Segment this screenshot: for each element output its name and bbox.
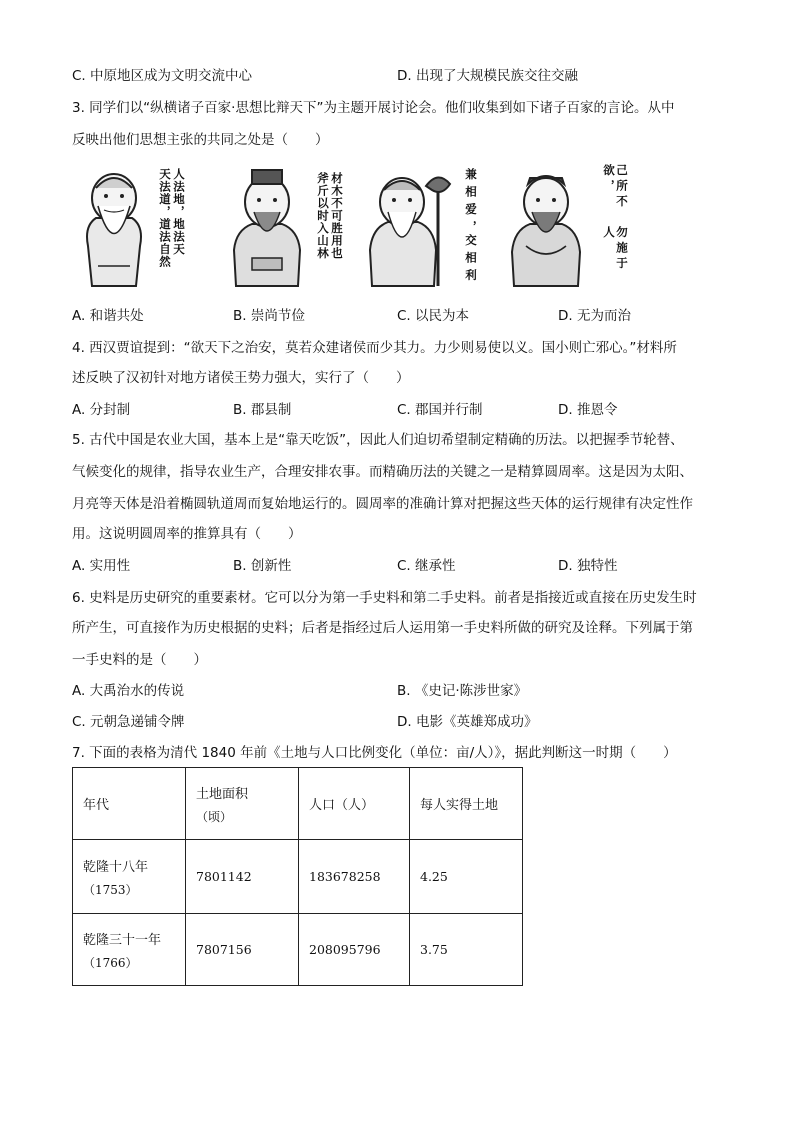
laozi-illustration <box>74 166 154 288</box>
q2-option-c: C. 中原地区成为文明交流中心 <box>72 68 253 84</box>
row1-era-name: 乾隆十八年 <box>83 859 149 875</box>
header-population: 人口（人） <box>299 768 410 840</box>
q3-option-c: C. 以民为本 <box>397 308 470 324</box>
row1-land: 7801142 <box>186 840 299 914</box>
q5-stem-line2: 气候变化的规律，指导农业生产，合理安排农事。而精确历法的关键之一是精算圆周率。这是因为太阳、 <box>72 464 693 480</box>
q6-stem-line2: 所产生，可直接作为历史根据的史料；后者是指经过后人运用第一手史料所做的研究及诠释。下列属于第 <box>72 620 693 636</box>
q2-option-d: D. 出现了大规模民族交往交融 <box>397 68 578 84</box>
q3-stem-line1: 3. 同学们以“纵横诸子百家·思想比辩天下”为主题开展讨论会。他们收集到如下诸子百家的言论。从中 <box>72 100 675 116</box>
row2-land: 7807156 <box>186 914 299 986</box>
q3-option-b: B. 崇尚节俭 <box>233 308 305 324</box>
q6-option-b: B. 《史记·陈涉世家》 <box>397 683 528 699</box>
row2-era-name: 乾隆三十一年 <box>83 932 162 948</box>
q3-option-d: D. 无为而治 <box>558 308 631 324</box>
table-row <box>73 914 523 986</box>
q4-option-b: B. 郡县制 <box>233 402 292 418</box>
q6-option-d: D. 电影《英雄郑成功》 <box>397 714 538 730</box>
q5-option-d: D. 独特性 <box>558 558 618 574</box>
header-per-capita: 每人实得土地 <box>410 768 523 840</box>
table-header-row <box>73 768 523 840</box>
q5-stem-line3: 月亮等天体是沿着椭圆轨道周而复始地运行的。圆周率的准确计算对把握这些天体的运行规律有决定性作 <box>72 496 693 512</box>
q6-stem-line3: 一手史料的是（ ） <box>72 652 207 668</box>
header-land-unit: （顷） <box>196 809 233 824</box>
mencius-illustration <box>224 166 310 288</box>
row2-year: （1766） <box>83 955 138 970</box>
confucius-quote-2: 勿施于人 <box>602 226 629 273</box>
mozi-quote-2: 交相利 <box>464 234 478 287</box>
q6-option-c: C. 元朝急递铺令牌 <box>72 714 185 730</box>
q5-option-b: B. 创新性 <box>233 558 292 574</box>
mencius-quote-right: 斧斤以时入山林 <box>316 172 330 260</box>
q3-stem-line2: 反映出他们思想主张的共同之处是（ ） <box>72 132 329 148</box>
q7-stem-line1: 7. 下面的表格为清代 1840 年前《土地与人口比例变化（单位：亩/人）》，据此判断这一时期（ ） <box>72 745 677 761</box>
row2-era <box>73 914 186 986</box>
q4-option-a: A. 分封制 <box>72 402 131 418</box>
row2-population: 208095796 <box>299 914 410 986</box>
q5-option-c: C. 继承性 <box>397 558 456 574</box>
row2-per-capita: 3.75 <box>410 914 523 986</box>
row1-per-capita: 4.25 <box>410 840 523 914</box>
q3-option-a: A. 和谐共处 <box>72 308 144 324</box>
row1-year: （1753） <box>83 882 138 897</box>
mozi-illustration <box>362 166 456 288</box>
q6-option-a: A. 大禹治水的传说 <box>72 683 185 699</box>
mencius-quote-left: 材木不可胜用也 <box>330 172 344 260</box>
laozi-quote-right: 天法道，道法自然 <box>158 168 172 268</box>
table-row <box>73 840 523 914</box>
q5-option-a: A. 实用性 <box>72 558 131 574</box>
q6-stem-line1: 6. 史料是历史研究的重要素材。它可以分为第一手史料和第二手史料。前者是指接近或直接在历史发生时 <box>72 590 697 606</box>
q4-stem-line2: 述反映了汉初针对地方诸侯王势力强大，实行了（ ） <box>72 370 410 386</box>
header-land <box>186 768 299 840</box>
row1-population: 183678258 <box>299 840 410 914</box>
laozi-quote-left: 人法地，地法天 <box>172 168 186 256</box>
land-population-table <box>72 767 523 986</box>
confucius-illustration <box>500 166 596 288</box>
confucius-quote: 己所不欲， <box>602 164 629 211</box>
q4-option-c: C. 郡国并行制 <box>397 402 483 418</box>
header-year: 年代 <box>73 768 186 840</box>
row1-era <box>73 840 186 914</box>
q5-stem-line1: 5. 古代中国是农业大国，基本上是“靠天吃饭”，因此人们迫切希望制定精确的历法。以把握季节轮替、 <box>72 432 684 448</box>
q4-option-d: D. 推恩令 <box>558 402 618 418</box>
header-land-label: 土地面积 <box>196 786 249 802</box>
mozi-quote: 兼相爱， <box>464 168 478 238</box>
q5-stem-line4: 用。这说明圆周率的推算具有（ ） <box>72 526 302 542</box>
q4-stem-line1: 4. 西汉贾谊提到：“欲天下之治安，莫若众建诸侯而少其力。力少则易使以义。国小则亡邪心。”材料所 <box>72 340 677 356</box>
